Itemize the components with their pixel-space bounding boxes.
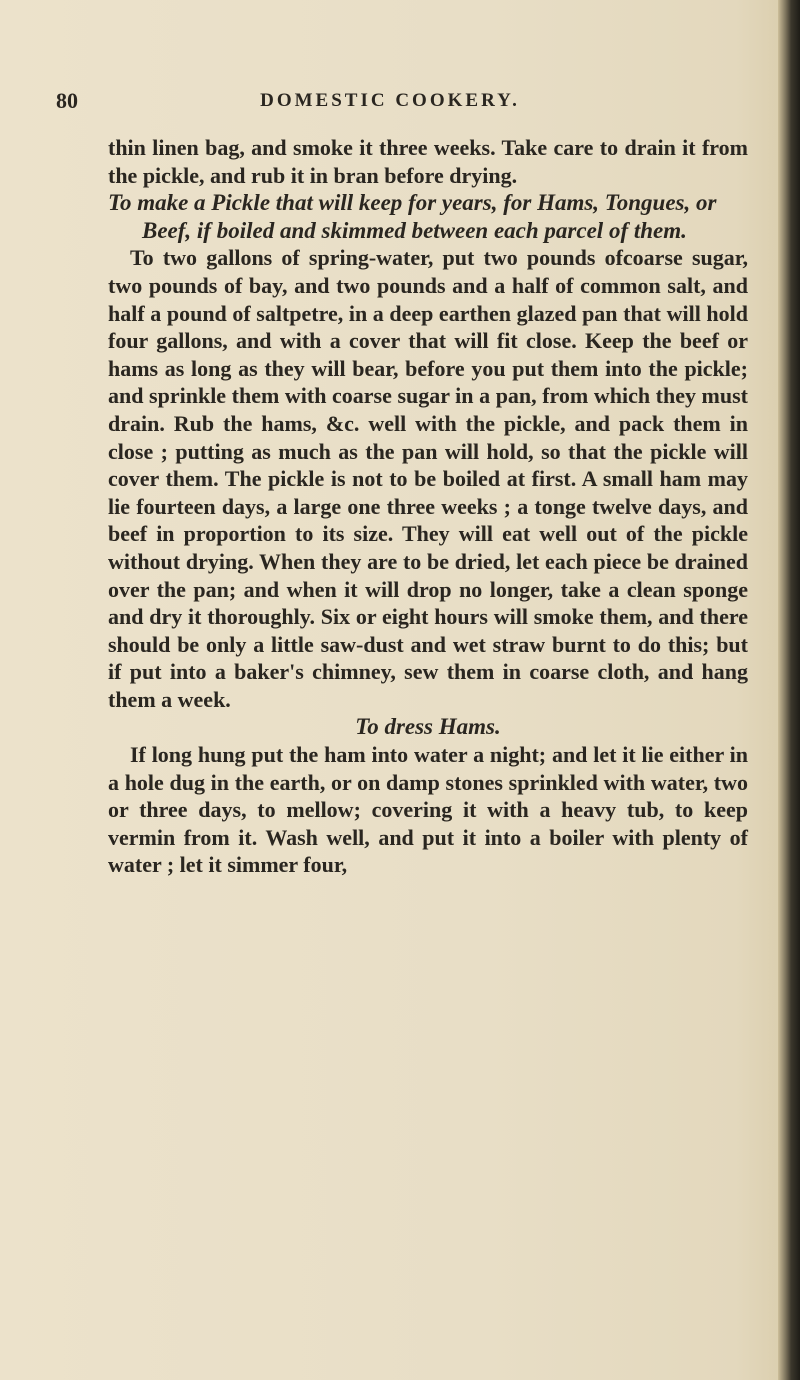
page-edge-shadow: [778, 0, 800, 1380]
recipe-heading-dress-hams: To dress Hams.: [355, 714, 501, 740]
page-header: [0, 88, 780, 118]
recipe-paragraph-pickle: To two gallons of spring-water, put two pounds ofcoarse sugar, two pounds of bay, and two pounds and a half of common salt, and half a pound of saltpetre, in a deep earthen glazed pan that will hold four gallons, and with a cover that will fit close. Keep the beef or hams as long as they will bear, before you put them into the pickle; and sprinkle them with coarse sugar in a pan, from which they must drain. Rub the hams, &c. well with the pickle, and pack them in close ; putting as much as the pan will hold, so that the pickle will cover them. The pickle is not to be boiled at first. A small ham may lie fourteen days, a large one three weeks ; a tonge twelve days, and beef in proportion to its size. They will eat well out of the pickle without drying. When they are to be dried, let each piece be drained over the pan; and when it will drop no longer, take a clean sponge and dry it thoroughly. Six or eight hours will smoke them, and there should be only a little saw-dust and wet straw burnt to do this; but if put into a baker's chimney, sew them in coarse cloth, and hang them a week.: [108, 245, 748, 712]
recipe-paragraph-dress-hams: If long hung put the ham into water a night; and let it lie either in a hole dug in the earth, or on damp stones sprinkled with water, two or three days, to mellow; covering it with a heavy tub, to keep vermin from it. Wash well, and put it into a boiler with plenty of water ; let it simmer four,: [108, 742, 748, 878]
recipe-heading-pickle: To make a Pickle that will keep for years, for Hams, Tongues, or Beef, if boiled and skimmed between each parcel of them.: [108, 190, 717, 243]
page-number: 80: [56, 88, 78, 113]
page-text: [108, 134, 748, 879]
running-head: DOMESTIC COOKERY.: [260, 90, 520, 111]
paragraph-continuation: thin linen bag, and smoke it three weeks. Take care to drain it from the pickle, and rub it in bran before drying.: [108, 135, 748, 188]
